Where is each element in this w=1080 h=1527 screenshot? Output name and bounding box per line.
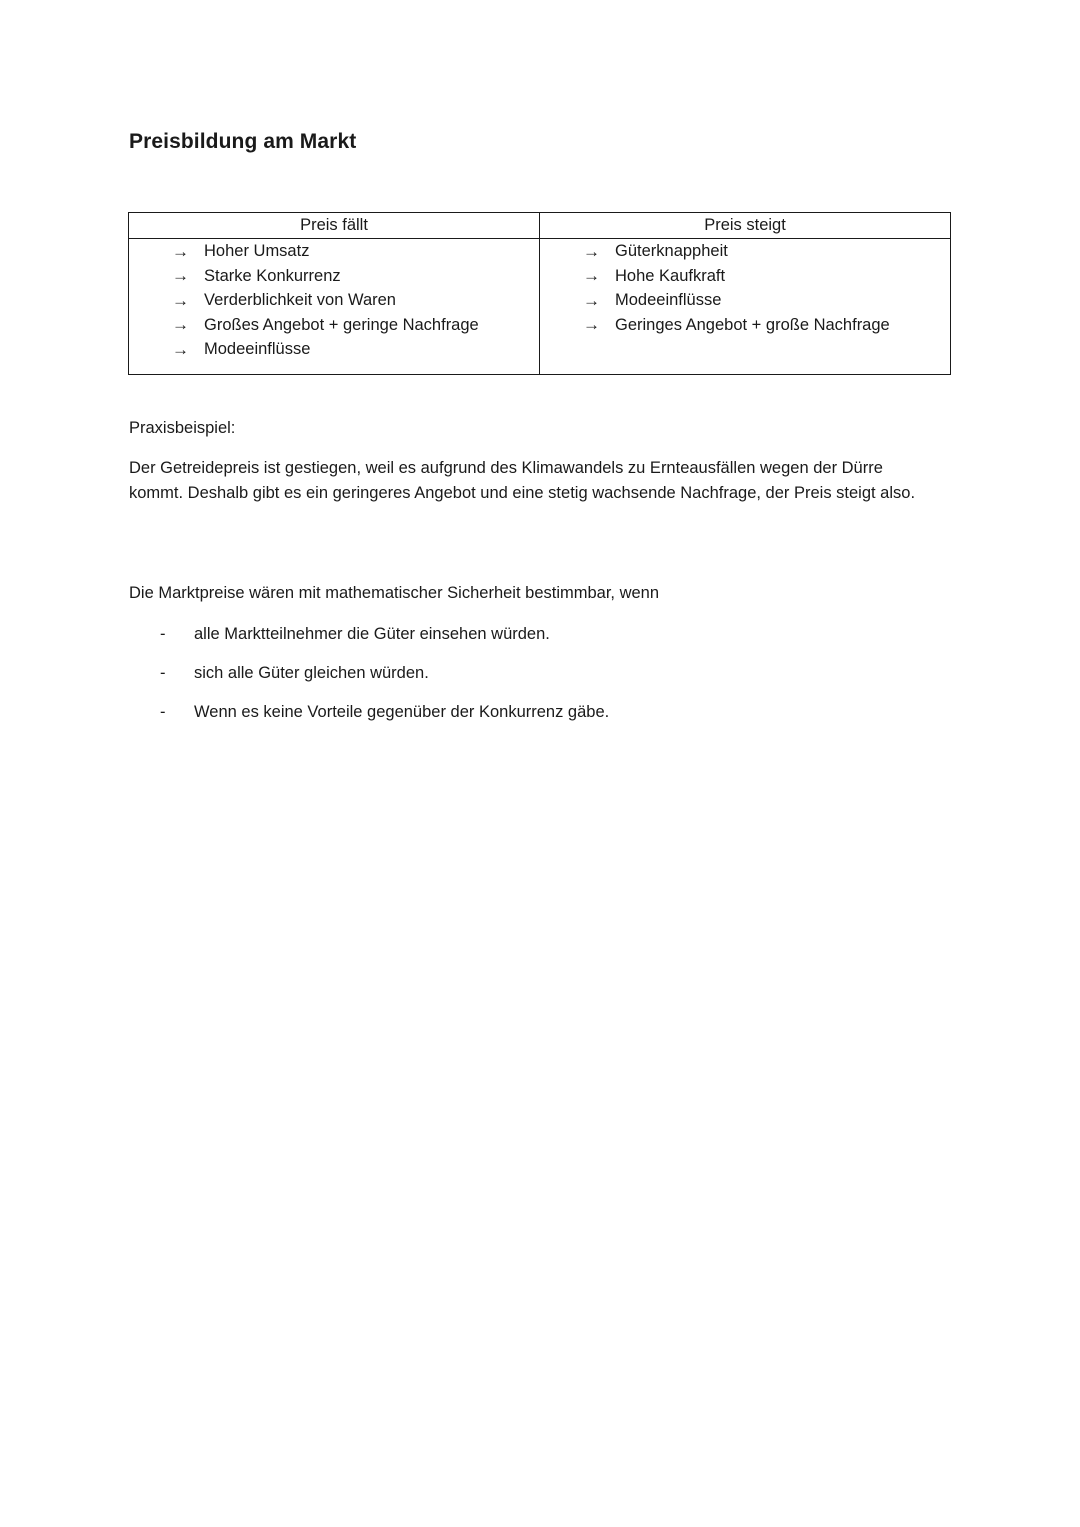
dash-bullet: - <box>160 625 166 643</box>
list-item-text: Modeeinflüsse <box>204 340 311 358</box>
list-item-text: Geringes Angebot + große Nachfrage <box>615 315 890 334</box>
example-label: Praxisbeispiel: <box>129 419 236 437</box>
list-item <box>583 264 950 289</box>
list-item-text: alle Marktteilnehmer die Güter einsehen würden. <box>194 625 550 643</box>
arrow-right-icon: → <box>172 339 189 359</box>
example-paragraph: Der Getreidepreis ist gestiegen, weil es aufgrund des Klimawandels zu Ernteausfällen wegen der Dürre kommt. Deshalb gibt es ein geringeres Angebot und eine stetig wachsende Nachfrage, der Preis steigt also. <box>129 459 916 502</box>
table-header-row <box>129 213 951 239</box>
dash-bullet: - <box>160 703 166 721</box>
list-item <box>583 288 950 313</box>
price-falls-cell <box>129 239 540 375</box>
arrow-right-icon: → <box>583 290 600 310</box>
list-item <box>583 239 950 264</box>
list-item-text: Wenn es keine Vorteile gegenüber der Konkurrenz gäbe. <box>194 703 610 721</box>
list-item <box>172 313 539 338</box>
arrow-right-icon: → <box>172 241 189 261</box>
list-item <box>583 313 950 338</box>
list-item-text: Hohe Kaufkraft <box>615 266 726 285</box>
conditions-list <box>129 622 609 739</box>
list-item-text: Starke Konkurrenz <box>204 266 341 285</box>
price-falls-list <box>129 239 539 362</box>
price-rises-list <box>540 239 950 337</box>
list-item <box>172 239 539 264</box>
price-table <box>128 212 951 375</box>
list-item <box>172 264 539 289</box>
list-item <box>129 700 609 739</box>
arrow-right-icon: → <box>172 266 189 286</box>
conditions-intro: Die Marktpreise wären mit mathematischer Sicherheit bestimmbar, wenn <box>129 584 660 602</box>
list-item <box>129 622 609 661</box>
arrow-right-icon: → <box>583 315 600 335</box>
list-item-text: Großes Angebot + geringe Nachfrage <box>204 315 479 334</box>
list-item-text: Hoher Umsatz <box>204 242 310 260</box>
dash-bullet: - <box>160 664 166 682</box>
arrow-right-icon: → <box>172 315 189 335</box>
price-rises-cell <box>540 239 951 375</box>
list-item <box>172 337 539 362</box>
list-item-text: Verderblichkeit von Waren <box>204 291 396 309</box>
list-item <box>172 288 539 313</box>
list-item-text: sich alle Güter gleichen würden. <box>194 664 429 682</box>
list-item-text: Modeeinflüsse <box>615 291 722 309</box>
arrow-right-icon: → <box>172 290 189 310</box>
arrow-right-icon: → <box>583 266 600 286</box>
header-price-falls: Preis fällt <box>129 213 540 239</box>
header-price-rises: Preis steigt <box>540 213 951 239</box>
list-item-text: Güterknappheit <box>615 242 728 260</box>
table-body-row <box>129 239 951 375</box>
document-title: Preisbildung am Markt <box>129 130 357 153</box>
arrow-right-icon: → <box>583 241 600 261</box>
list-item <box>129 661 609 700</box>
